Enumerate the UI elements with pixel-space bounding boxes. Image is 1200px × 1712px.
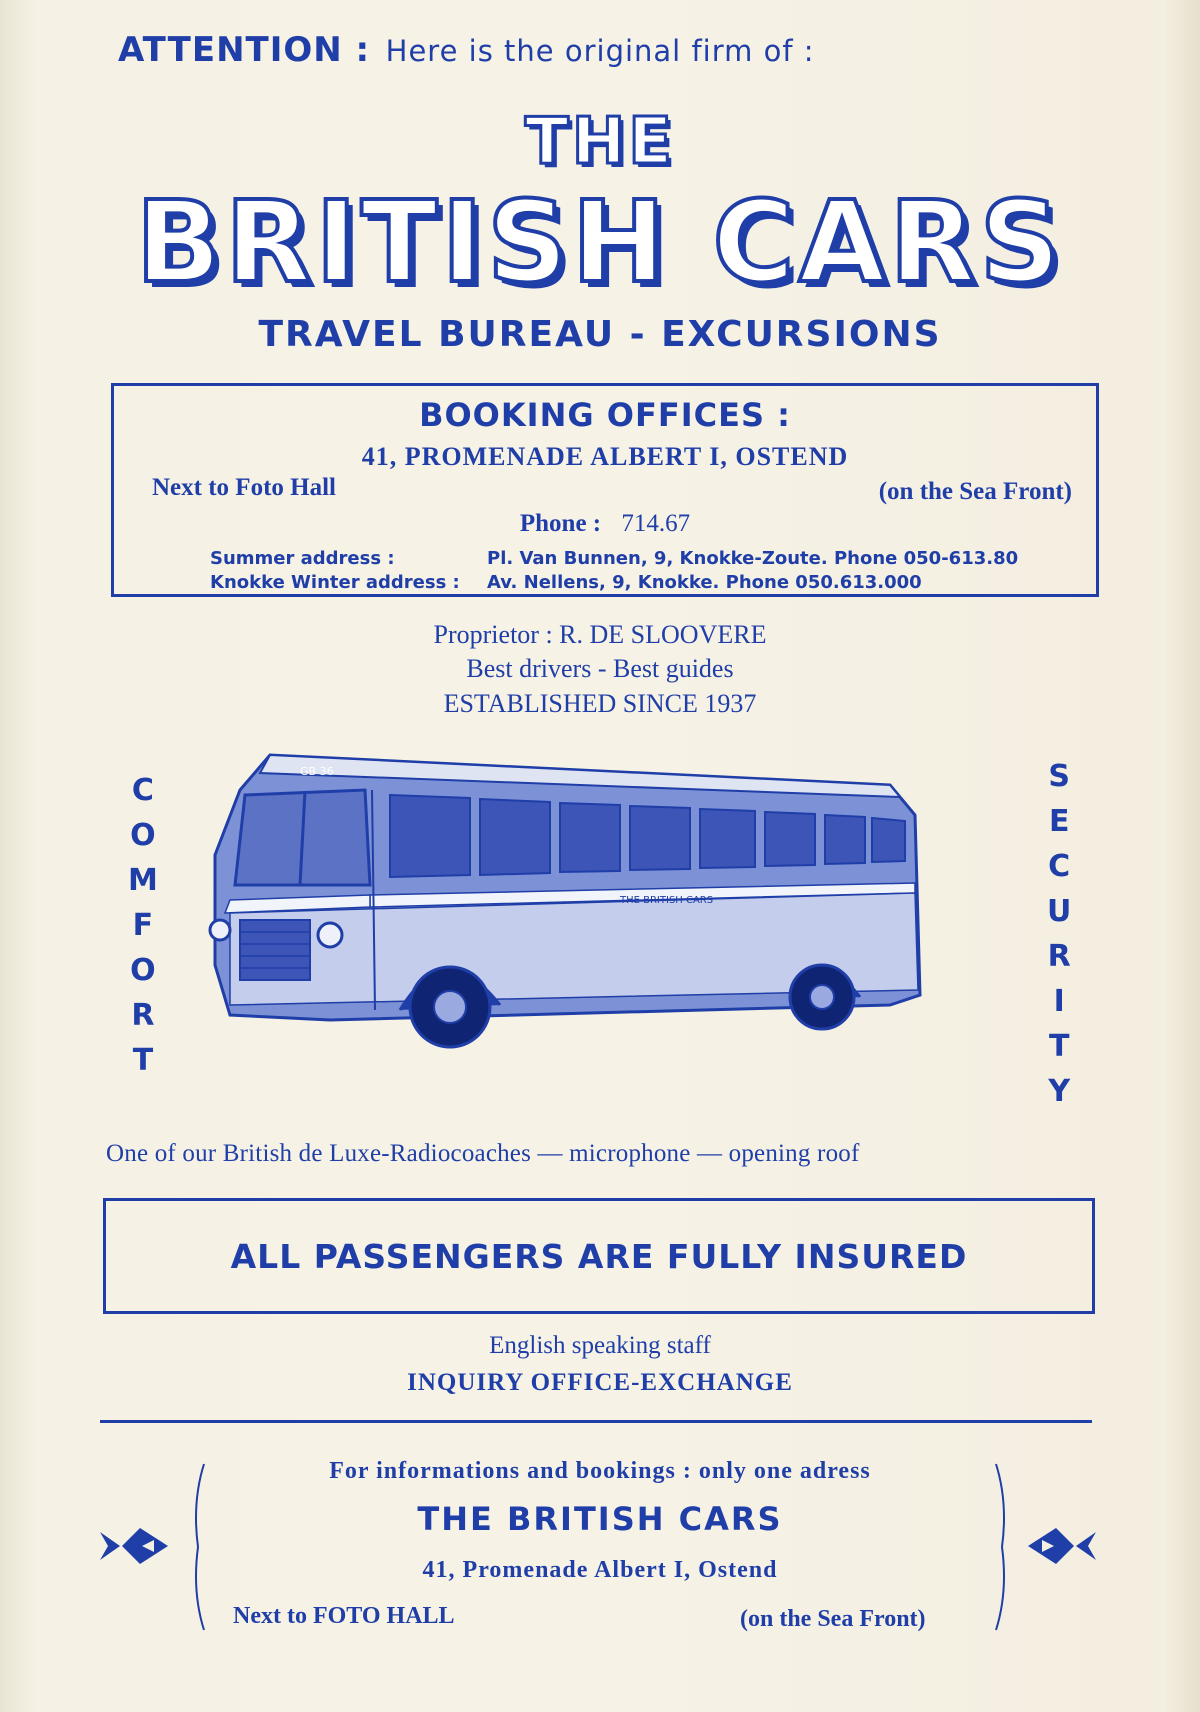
english-staff-line: English speaking staff bbox=[489, 1332, 711, 1359]
comfort-letter: O bbox=[130, 953, 156, 988]
booking-phone bbox=[114, 510, 1096, 538]
summer-address bbox=[210, 548, 1018, 569]
attention-label: ATTENTION : bbox=[118, 30, 371, 70]
coach-destination-sign: GB 36 bbox=[300, 765, 334, 778]
comfort-letter: R bbox=[131, 998, 155, 1033]
attention-line bbox=[118, 30, 815, 70]
security-letter: S bbox=[1048, 759, 1070, 794]
security-letter: R bbox=[1047, 939, 1071, 974]
security-letter: I bbox=[1053, 984, 1065, 1019]
booking-sea-front: (on the Sea Front) bbox=[878, 478, 1072, 505]
insured-box bbox=[103, 1198, 1095, 1314]
winter-address-value: Av. Nellens, 9, Knokke. Phone 050.613.000 bbox=[487, 572, 922, 593]
proprietor-line: Proprietor : R. DE SLOOVERE bbox=[433, 620, 767, 649]
coach-side-lettering: THE BRITISH CARS bbox=[620, 895, 714, 906]
winter-address bbox=[210, 572, 922, 593]
booking-address: 41, PROMENADE ALBERT I, OSTEND bbox=[361, 442, 849, 471]
booking-title: BOOKING OFFICES : bbox=[419, 396, 791, 434]
summer-address-label: Summer address : bbox=[210, 548, 395, 569]
inquiry-office-line: INQUIRY OFFICE-EXCHANGE bbox=[407, 1369, 793, 1396]
booking-offices-box bbox=[111, 383, 1099, 597]
comfort-letter: C bbox=[131, 773, 154, 808]
security-letter: E bbox=[1048, 804, 1070, 839]
security-letter: C bbox=[1048, 849, 1071, 884]
insured-text: ALL PASSENGERS ARE FULLY INSURED bbox=[230, 1237, 968, 1276]
brand-title: BRITISH CARS bbox=[135, 178, 1065, 308]
security-letter: U bbox=[1047, 894, 1072, 929]
comfort-letter: T bbox=[132, 1043, 154, 1078]
security-vertical-word bbox=[1047, 754, 1071, 1114]
drivers-guides-line: Best drivers - Best guides bbox=[466, 654, 734, 683]
bookings-info-line: For informations and bookings : only one adress bbox=[329, 1458, 871, 1484]
winter-address-label: Knokke Winter address : bbox=[210, 572, 460, 593]
booking-next-to: Next to Foto Hall bbox=[152, 474, 336, 501]
footer-sea-front: (on the Sea Front) bbox=[740, 1606, 926, 1632]
attention-text: Here is the original firm of : bbox=[385, 34, 815, 68]
security-letter: T bbox=[1048, 1029, 1070, 1064]
security-letter: Y bbox=[1048, 1074, 1071, 1109]
comfort-letter: F bbox=[132, 908, 154, 943]
footer-address: 41, Promenade Albert I, Ostend bbox=[422, 1557, 778, 1583]
divider bbox=[100, 1420, 1092, 1423]
phone-number: 714.67 bbox=[621, 510, 691, 537]
established-line: ESTABLISHED SINCE 1937 bbox=[443, 689, 757, 718]
right-bracket bbox=[990, 1462, 1010, 1632]
coach-caption: One of our British de Luxe-Radiocoaches — microphone — opening roof bbox=[106, 1140, 860, 1167]
brand-the: THE bbox=[525, 105, 675, 179]
coach-photo bbox=[200, 735, 1020, 1095]
summer-address-value: Pl. Van Bunnen, 9, Knokke-Zoute. Phone 050-613.80 bbox=[487, 548, 1019, 569]
phone-label: Phone : bbox=[519, 510, 602, 537]
left-bracket bbox=[190, 1462, 210, 1632]
footer-next-to: Next to FOTO HALL bbox=[233, 1603, 455, 1629]
comfort-letter: O bbox=[130, 818, 156, 853]
footer-brand: THE BRITISH CARS bbox=[417, 1500, 783, 1538]
brand-subtitle: TRAVEL BUREAU - EXCURSIONS bbox=[258, 314, 942, 355]
comfort-letter: M bbox=[128, 863, 158, 898]
comfort-vertical-word bbox=[128, 768, 158, 1083]
